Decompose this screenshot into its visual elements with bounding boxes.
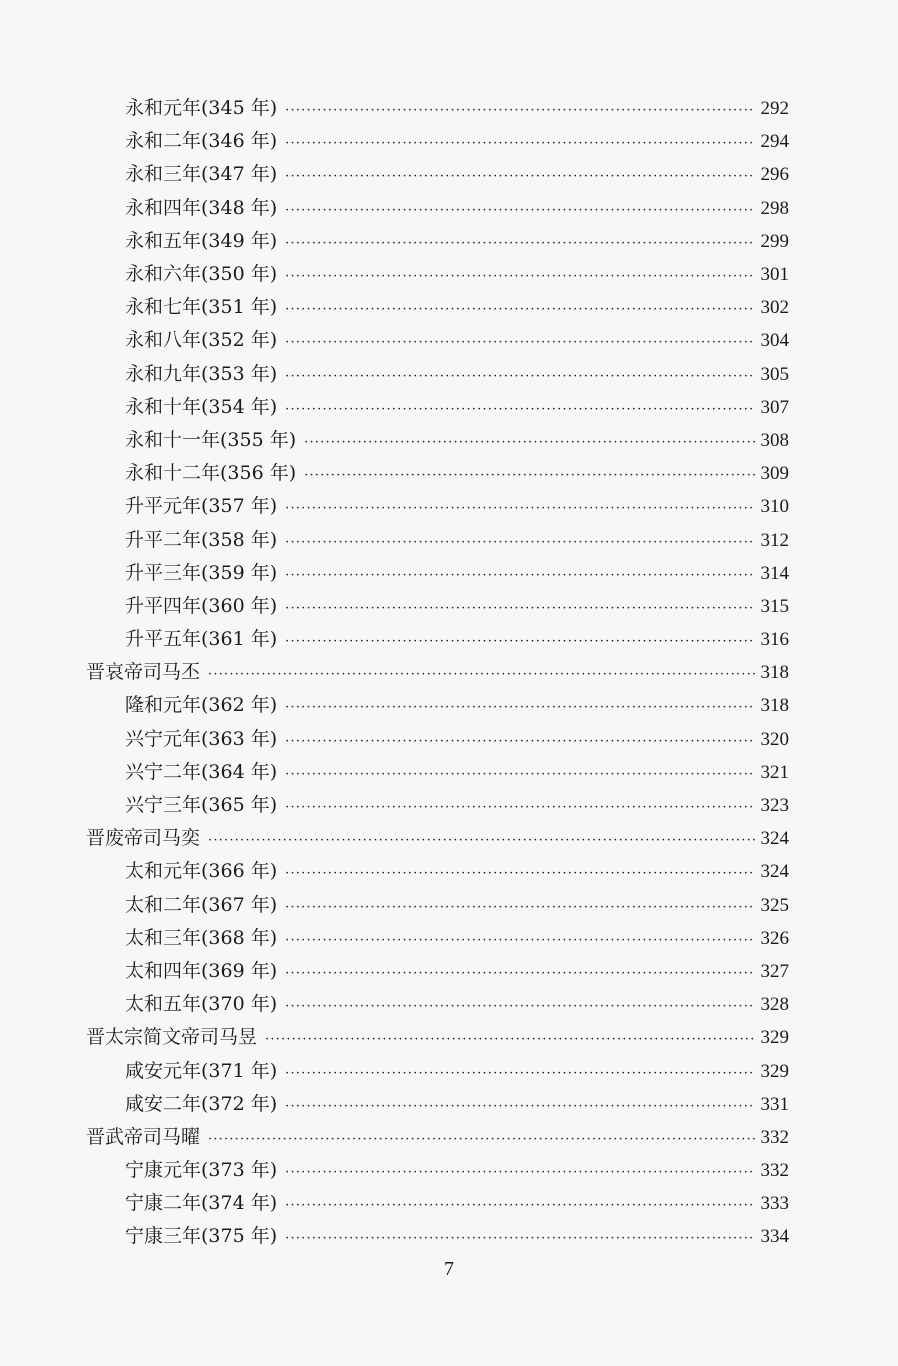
- toc-year-entry: [0, 723, 898, 756]
- toc-year-entry: [0, 490, 898, 523]
- toc-entry-title: 永和九年(353 年): [125, 362, 278, 385]
- toc-chapter-entry: [0, 822, 898, 855]
- toc-entry-page: 323: [760, 795, 789, 817]
- toc-entry-page: 333: [760, 1193, 789, 1215]
- toc-year-entry: [0, 391, 898, 424]
- toc-year-entry: [0, 158, 898, 191]
- toc-chapter-entry: [0, 1121, 898, 1154]
- toc-entry-title: 晋太宗简文帝司马昱: [86, 1026, 258, 1049]
- dot-leader: [304, 459, 754, 492]
- toc-entry-page: 324: [760, 828, 789, 850]
- toc-entry-title: 太和四年(369 年): [125, 959, 278, 982]
- toc-entry-title: 永和五年(349 年): [125, 229, 278, 252]
- toc-year-entry: [0, 955, 898, 988]
- toc-entry-page: 301: [760, 264, 789, 286]
- toc-entry-title: 宁康二年(374 年): [125, 1192, 278, 1215]
- dot-leader: [285, 592, 754, 625]
- dot-leader: [285, 127, 754, 160]
- toc-entry-page: 327: [760, 960, 789, 982]
- dot-leader: [265, 1023, 754, 1056]
- toc-year-entry: [0, 1054, 898, 1087]
- toc-entry-page: 325: [760, 894, 789, 916]
- toc-entry-title: 晋废帝司马奕: [86, 827, 201, 850]
- toc-entry-title: 太和元年(366 年): [125, 860, 278, 883]
- toc-entry-title: 兴宁三年(365 年): [125, 794, 278, 817]
- dot-leader: [285, 1222, 754, 1255]
- toc-entry-page: 318: [760, 695, 789, 717]
- toc-year-entry: [0, 1187, 898, 1220]
- page-number: 7: [444, 1258, 454, 1280]
- toc-year-entry: [0, 557, 898, 590]
- toc-entry-title: 升平二年(358 年): [125, 528, 278, 551]
- toc-entry-title: 咸安二年(372 年): [125, 1092, 278, 1115]
- toc-year-entry: [0, 988, 898, 1021]
- dot-leader: [285, 725, 754, 758]
- toc-year-entry: [0, 1088, 898, 1121]
- toc-entry-page: 329: [760, 1060, 789, 1082]
- toc-year-entry: [0, 523, 898, 556]
- toc-year-entry: [0, 623, 898, 656]
- toc-entry-page: 312: [760, 529, 789, 551]
- toc-year-entry: [0, 358, 898, 391]
- toc-year-entry: [0, 457, 898, 490]
- toc-entry-page: 320: [760, 728, 789, 750]
- dot-leader: [285, 326, 754, 359]
- toc-entry-page: 304: [760, 330, 789, 352]
- toc-entry-page: 332: [760, 1160, 789, 1182]
- toc-entry-page: 321: [760, 761, 789, 783]
- toc-year-entry: [0, 855, 898, 888]
- dot-leader: [285, 360, 754, 393]
- toc-entry-title: 永和四年(348 年): [125, 196, 278, 219]
- toc-entry-page: 310: [760, 496, 789, 518]
- dot-leader: [285, 526, 754, 559]
- toc-entry-page: 328: [760, 994, 789, 1016]
- toc-entry-page: 305: [760, 363, 789, 385]
- toc-entry-page: 318: [760, 662, 789, 684]
- toc-entry-title: 兴宁二年(364 年): [125, 760, 278, 783]
- dot-leader: [285, 924, 754, 957]
- dot-leader: [208, 1123, 754, 1156]
- toc-entry-title: 宁康三年(375 年): [125, 1225, 278, 1248]
- toc-entry-page: 314: [760, 562, 789, 584]
- toc-entry-page: 308: [760, 429, 789, 451]
- toc-year-entry: [0, 125, 898, 158]
- dot-leader: [285, 559, 754, 592]
- toc-year-entry: [0, 889, 898, 922]
- dot-leader: [285, 891, 754, 924]
- toc-entry-title: 永和六年(350 年): [125, 263, 278, 286]
- toc-entry-title: 咸安元年(371 年): [125, 1059, 278, 1082]
- toc-year-entry: [0, 590, 898, 623]
- toc-entry-page: 294: [760, 131, 789, 153]
- toc-entry-title: 兴宁元年(363 年): [125, 727, 278, 750]
- toc-year-entry: [0, 689, 898, 722]
- dot-leader: [285, 1156, 754, 1189]
- toc-entry-page: 315: [760, 595, 789, 617]
- toc-entry-title: 永和七年(351 年): [125, 296, 278, 319]
- toc-entry-title: 太和五年(370 年): [125, 993, 278, 1016]
- dot-leader: [285, 857, 754, 890]
- toc-year-entry: [0, 258, 898, 291]
- toc-entry-title: 升平元年(357 年): [125, 495, 278, 518]
- toc-entry-page: 292: [760, 98, 789, 120]
- toc-year-entry: [0, 424, 898, 457]
- toc-entry-title: 太和二年(367 年): [125, 893, 278, 916]
- toc-entry-title: 升平三年(359 年): [125, 561, 278, 584]
- toc-year-entry: [0, 789, 898, 822]
- toc-year-entry: [0, 1220, 898, 1253]
- toc-entry-title: 太和三年(368 年): [125, 926, 278, 949]
- toc-entry-page: 324: [760, 861, 789, 883]
- toc-year-entry: [0, 291, 898, 324]
- toc-entry-page: 296: [760, 164, 789, 186]
- dot-leader: [285, 791, 754, 824]
- dot-leader: [285, 625, 754, 658]
- dot-leader: [285, 94, 754, 127]
- dot-leader: [285, 990, 754, 1023]
- toc-entry-title: 永和八年(352 年): [125, 329, 278, 352]
- toc-year-entry: [0, 324, 898, 357]
- toc-year-entry: [0, 192, 898, 225]
- toc-entry-title: 永和十年(354 年): [125, 395, 278, 418]
- toc-entry-page: 298: [760, 197, 789, 219]
- toc-entry-title: 永和二年(346 年): [125, 130, 278, 153]
- dot-leader: [285, 758, 754, 791]
- dot-leader: [285, 260, 754, 293]
- toc-entry-page: 326: [760, 927, 789, 949]
- toc-entry-page: 334: [760, 1226, 789, 1248]
- dot-leader: [285, 1189, 754, 1222]
- dot-leader: [285, 393, 754, 426]
- toc-entry-page: 331: [760, 1093, 789, 1115]
- dot-leader: [285, 160, 754, 193]
- dot-leader: [285, 1090, 754, 1123]
- toc-entry-title: 永和十二年(356 年): [125, 462, 297, 485]
- dot-leader: [285, 194, 754, 227]
- toc-entry-page: 329: [760, 1027, 789, 1049]
- toc-chapter-entry: [0, 656, 898, 689]
- dot-leader: [285, 957, 754, 990]
- toc-entry-page: 307: [760, 396, 789, 418]
- dot-leader: [285, 227, 754, 260]
- toc-entry-title: 永和元年(345 年): [125, 97, 278, 120]
- toc-entry-title: 永和十一年(355 年): [125, 428, 297, 451]
- toc-entry-page: 302: [760, 297, 789, 319]
- dot-leader: [285, 1057, 754, 1090]
- dot-leader: [208, 658, 754, 691]
- toc-year-entry: [0, 922, 898, 955]
- toc-entry-page: 332: [760, 1126, 789, 1148]
- toc-entry-page: 316: [760, 629, 789, 651]
- toc-year-entry: [0, 1154, 898, 1187]
- toc-year-entry: [0, 92, 898, 125]
- toc-entry-title: 升平四年(360 年): [125, 594, 278, 617]
- toc-entry-title: 晋哀帝司马丕: [86, 661, 201, 684]
- dot-leader: [285, 691, 754, 724]
- toc-entry-title: 永和三年(347 年): [125, 163, 278, 186]
- toc-entry-title: 宁康元年(373 年): [125, 1159, 278, 1182]
- dot-leader: [304, 426, 754, 459]
- dot-leader: [285, 293, 754, 326]
- dot-leader: [285, 492, 754, 525]
- toc-chapter-entry: [0, 1021, 898, 1054]
- toc-entry-title: 升平五年(361 年): [125, 628, 278, 651]
- dot-leader: [208, 824, 754, 857]
- toc-entry-page: 299: [760, 230, 789, 252]
- toc-year-entry: [0, 225, 898, 258]
- toc-year-entry: [0, 756, 898, 789]
- toc-entry-title: 晋武帝司马曜: [86, 1125, 201, 1148]
- table-of-contents: [0, 92, 898, 1254]
- toc-entry-title: 隆和元年(362 年): [125, 694, 278, 717]
- toc-entry-page: 309: [760, 463, 789, 485]
